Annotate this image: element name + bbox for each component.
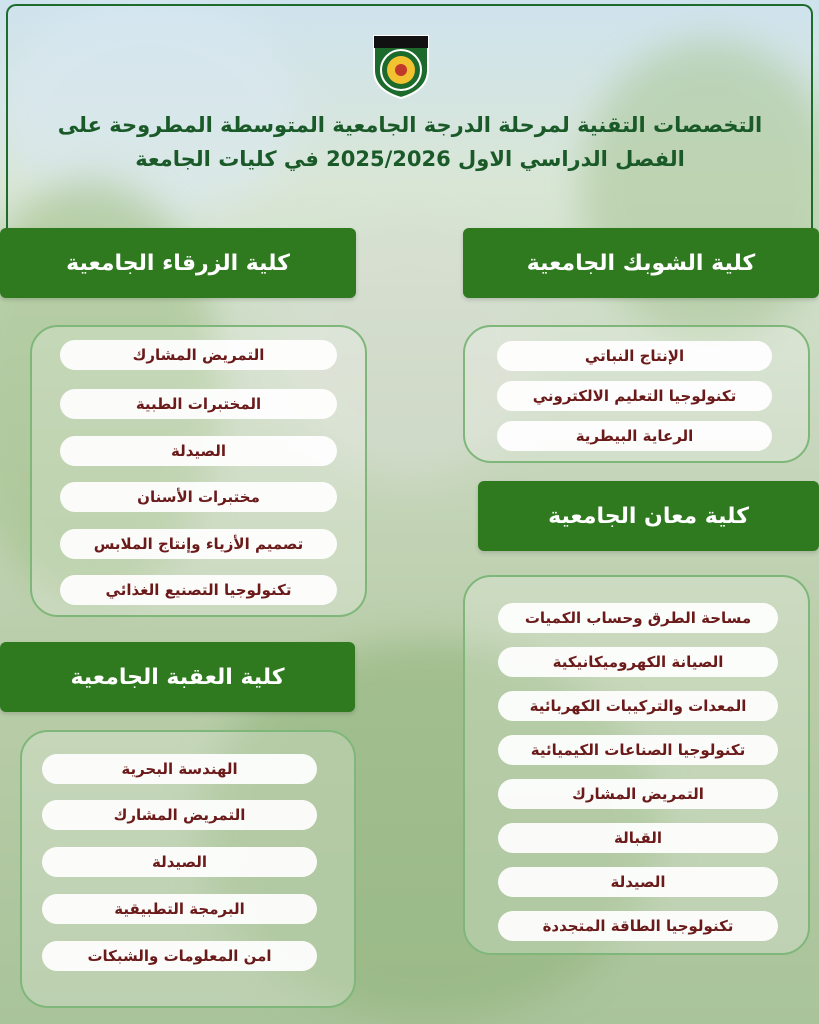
program-item: امن المعلومات والشبكات [42, 941, 317, 971]
program-item: التمريض المشارك [42, 800, 317, 830]
program-item: مختبرات الأسنان [60, 482, 337, 512]
program-item: الصيدلة [42, 847, 317, 877]
college-header-zarqa: كلية الزرقاء الجامعية [0, 228, 356, 298]
college-header-shoubak: كلية الشوبك الجامعية [463, 228, 819, 298]
program-item: الهندسة البحرية [42, 754, 317, 784]
program-item: الإنتاج النباتي [497, 341, 772, 371]
program-item: الصيدلة [60, 436, 337, 466]
program-item: الرعاية البيطرية [497, 421, 772, 451]
college-header-aqaba: كلية العقبة الجامعية [0, 642, 355, 712]
page-title [40, 108, 780, 176]
program-item: تكنولوجيا الطاقة المتجددة [498, 911, 778, 941]
program-item: الصيدلة [498, 867, 778, 897]
program-item: المعدات والتركيبات الكهربائية [498, 691, 778, 721]
college-header-maan: كلية معان الجامعية [478, 481, 819, 551]
program-item: البرمجة التطبيقية [42, 894, 317, 924]
title-line-1: التخصصات التقنية لمرحلة الدرجة الجامعية المتوسطة المطروحة على [57, 113, 763, 137]
program-item: مساحة الطرق وحساب الكميات [498, 603, 778, 633]
program-item: تكنولوجيا الصناعات الكيميائية [498, 735, 778, 765]
program-item: تكنولوجيا التعليم الالكتروني [497, 381, 772, 411]
program-item: القبالة [498, 823, 778, 853]
program-item: تكنولوجيا التصنيع الغذائي [60, 575, 337, 605]
program-item: التمريض المشارك [498, 779, 778, 809]
program-item: المختبرات الطبية [60, 389, 337, 419]
program-item: تصميم الأزياء وإنتاج الملابس [60, 529, 337, 559]
program-item: الصيانة الكهروميكانيكية [498, 647, 778, 677]
title-line-2: الفصل الدراسي الاول 2025/2026 في كليات الجامعة [135, 147, 685, 171]
program-item: التمريض المشارك [60, 340, 337, 370]
university-logo [366, 30, 436, 100]
